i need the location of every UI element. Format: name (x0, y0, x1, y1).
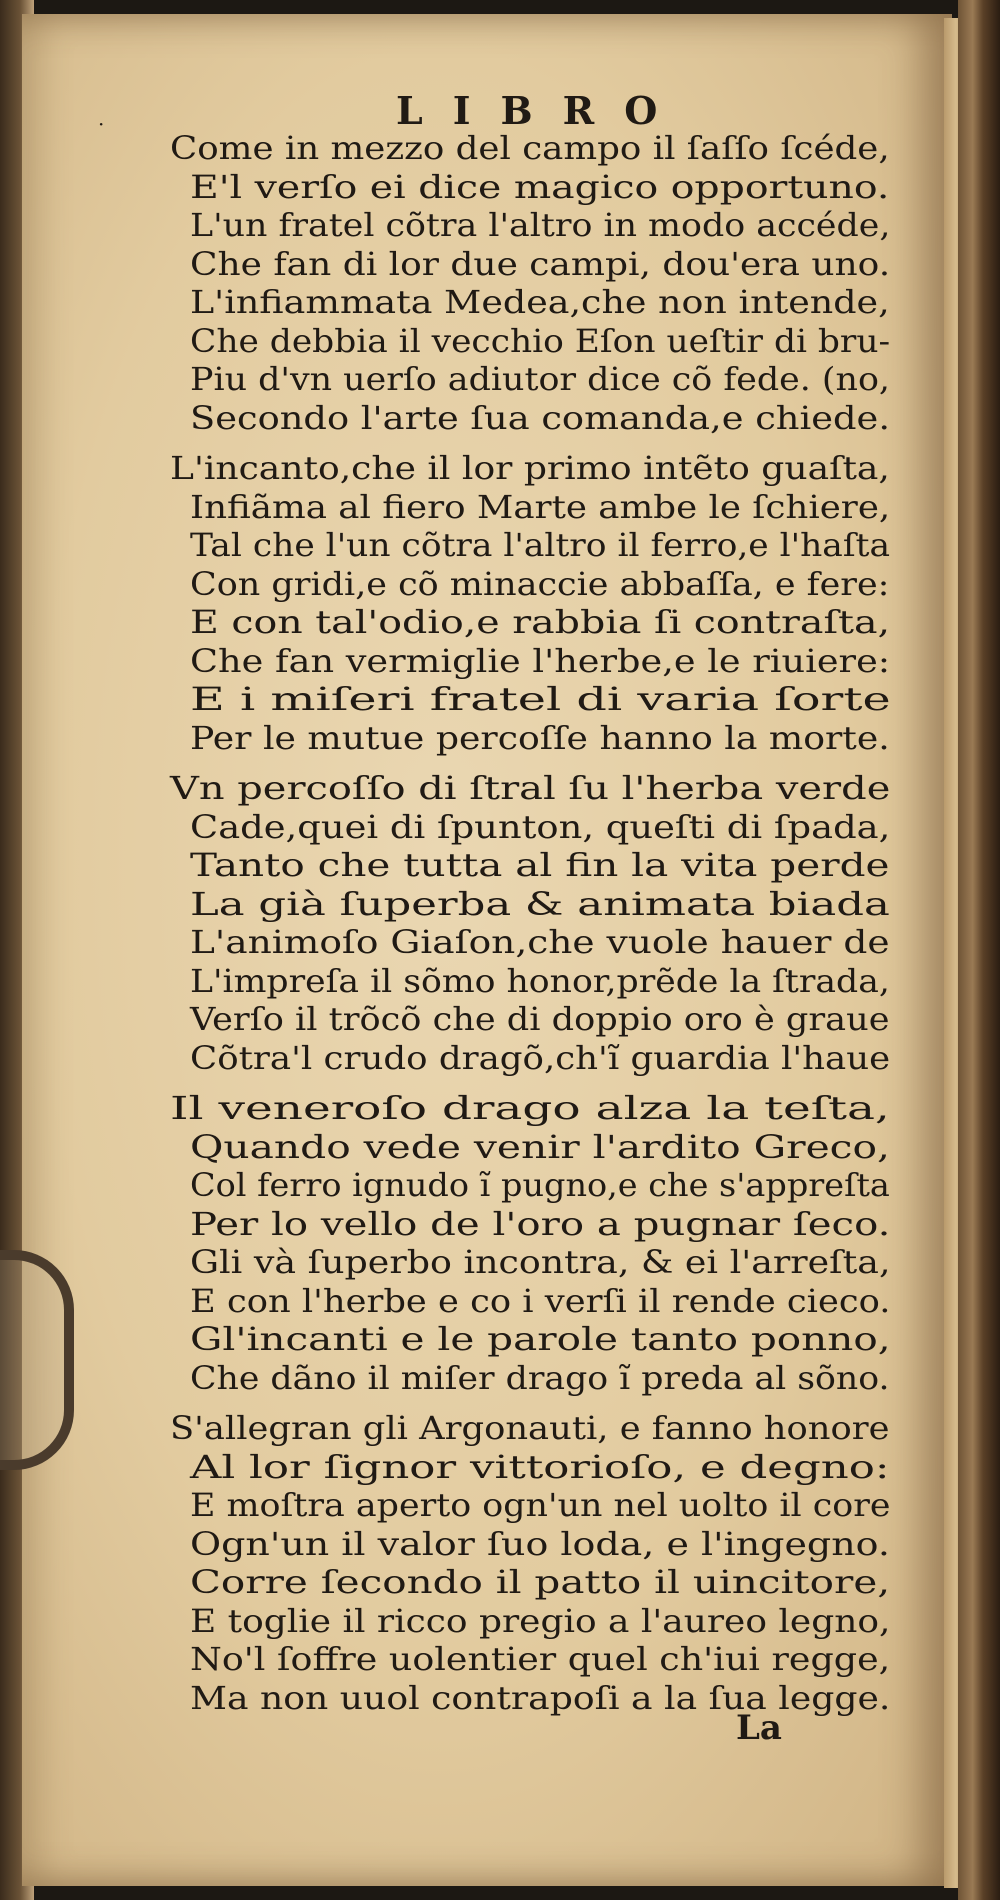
verse-line: Infiãma al fiero Marte ambe le ſchiere, (190, 487, 891, 526)
verse-line: Gli và ſuperbo incontra, & ei l'arreſta, (190, 1243, 891, 1281)
verse-line: Vn percoſſo di ſtral ſu l'herba verde (170, 769, 891, 807)
verse-line: Ogn'un il valor ſuo loda, e l'ingegno. (190, 1524, 890, 1563)
verse-line: Corre ſecondo il patto il uincitore, (190, 1563, 891, 1601)
verse-line: L'un fratel cõtra l'altro in modo accéde, (190, 206, 891, 244)
verse-line: Come in mezzo del campo il ſaſſo ſcéde, (170, 129, 890, 167)
verse-line: La già ſuperba & animata biada (190, 884, 890, 923)
verse-line: L'animoſo Giaſon,che vuole hauer de (190, 923, 890, 961)
verse-line: Che fan di lor due campi, dou'era uno. (190, 244, 891, 283)
verse-line: L'infiammata Medea,che non intende, (190, 283, 890, 321)
verse-line: E con l'herbe e co i verſi il rende cieco. (190, 1281, 891, 1320)
catchword: La (736, 1708, 782, 1748)
verse-line: Secondo l'arte ſua comanda,e chiede. (190, 398, 891, 437)
verse-line: E con tal'odio,e rabbia ſi contraſta, (190, 603, 891, 641)
verse-line: Che fan vermiglie l'herbe,e le riuiere: (190, 641, 891, 680)
verse-line: Ma non uuol contrapoſi a la ſua legge. (190, 1678, 891, 1717)
verse-line: Tanto che tutta al fin la vita perde (190, 846, 890, 884)
verse-line: Cade,quei di ſpunton, queſti di ſpada, (190, 807, 891, 846)
verse-line: Per le mutue percoſſe hanno la morte. (190, 718, 890, 757)
verse-line: Che dãno il miſer drago ĩ preda al sõno. (190, 1358, 890, 1397)
verse-line: Al lor ſignor vittorioſo, e degno: (190, 1447, 890, 1486)
verse-line: Cõtra'l crudo dragõ,ch'ĩ guardia l'haue (190, 1038, 891, 1077)
verse-line: Tal che l'un cõtra l'altro il ferro,e l'haſta (190, 526, 891, 564)
verse-line: Piu d'vn uerſo adiutor dice cõ fede. (no, (190, 360, 890, 398)
verse-line: Gl'incanti e le parole tanto ponno, (190, 1320, 891, 1358)
verse-line: E'l verſo ei dice magico opportuno. (190, 167, 890, 206)
verse-line: E i miſeri fratel di varia ſorte (190, 680, 891, 718)
running-header: LIBRO (396, 88, 688, 133)
verse-line: L'impreſa il sõmo honor,prẽde la ſtrada, (190, 961, 890, 1000)
verse-line: Il veneroſo drago alza la teſta, (170, 1089, 890, 1127)
verse-line: Che debbia il vecchio Eſon ueſtir di bru- (190, 321, 891, 360)
verse-line: No'l ſoffre uolentier quel ch'iui regge, (190, 1640, 891, 1678)
verse-line: S'allegran gli Argonauti, e fanno honore (170, 1409, 890, 1447)
verse-line: L'incanto,che il lor primo intẽto guaſta, (170, 449, 890, 487)
folio-mark: · (98, 112, 105, 136)
verse-line: Con gridi,e cõ minaccie abbaſſa, e fere: (190, 564, 890, 603)
verse-line: Col ferro ignudo ĩ pugno,e che s'appreſta (190, 1166, 890, 1204)
verse-line: E toglie il ricco pregio a l'aureo legno, (190, 1601, 891, 1640)
verse-line: Per lo vello de l'oro a pugnar ſeco. (190, 1204, 891, 1243)
verse-line: Quando vede venir l'ardito Greco, (190, 1127, 890, 1166)
verse-line: E moſtra aperto ogn'un nel uolto il core (190, 1486, 891, 1524)
verse-line: Verſo il trõcõ che di doppio oro è graue (190, 1000, 890, 1038)
